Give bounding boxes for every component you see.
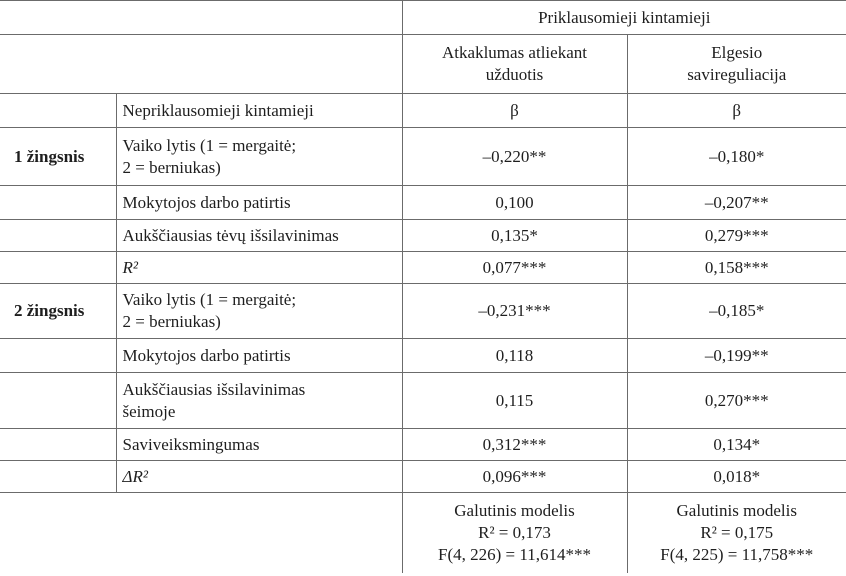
- variable-cell: Aukščiausias tėvų išsilavinimas: [116, 220, 402, 252]
- header-blank-cell: [0, 35, 402, 94]
- step-2-spacer: [0, 429, 116, 461]
- beta-value: 0,135*: [402, 220, 627, 252]
- beta-value: –0,231***: [402, 284, 627, 339]
- variable-cell: Saviveiksmingumas: [116, 429, 402, 461]
- step-2-spacer: [0, 461, 116, 493]
- independent-variables-header: Nepriklausomieji kintamieji: [116, 94, 402, 128]
- variable-cell: [116, 128, 402, 186]
- final-model-2-f: F(4, 225) = 11,758***: [660, 544, 814, 564]
- beta-value: 0,270***: [627, 373, 846, 429]
- variable-line2: 2 = berniukas): [122, 312, 221, 331]
- header-corner-cell: [0, 1, 402, 35]
- dependent-var-2-header: [627, 35, 846, 94]
- beta-value: –0,180*: [627, 128, 846, 186]
- final-model-1: [402, 493, 627, 573]
- delta-r-squared-label: ΔR²: [116, 461, 402, 493]
- beta-value: –0,220**: [402, 128, 627, 186]
- dependent-var-1-line2: užduotis: [485, 65, 544, 84]
- beta-value: 0,100: [402, 186, 627, 220]
- final-model-1-title: Galutinis modelis: [454, 500, 575, 520]
- dependent-variables-header: Priklausomieji kintamieji: [402, 1, 846, 35]
- final-model-2-title: Galutinis modelis: [676, 500, 797, 520]
- beta-value: 0,115: [402, 373, 627, 429]
- variable-cell: Mokytojos darbo patirtis: [116, 339, 402, 373]
- variable-line2: 2 = berniukas): [122, 157, 221, 177]
- variable-line1: Vaiko lytis (1 = mergaitė;: [122, 135, 297, 155]
- final-model-1-r2: R² = 0,173: [478, 522, 551, 542]
- variable-cell: Mokytojos darbo patirtis: [116, 186, 402, 220]
- beta-value: –0,199**: [627, 339, 846, 373]
- dependent-var-1-header: [402, 35, 627, 94]
- final-model-2: [627, 493, 846, 573]
- beta-value: 0,312***: [402, 429, 627, 461]
- beta-value: –0,207**: [627, 186, 846, 220]
- step-2-spacer: [0, 373, 116, 429]
- beta-header-1: β: [402, 94, 627, 128]
- beta-value: 0,279***: [627, 220, 846, 252]
- final-model-blank: [0, 493, 402, 573]
- beta-value: 0,118: [402, 339, 627, 373]
- step-1-spacer: [0, 186, 116, 220]
- variable-cell: [116, 373, 402, 429]
- variable-line1: Aukščiausias išsilavinimas: [122, 379, 306, 399]
- beta-value: 0,134*: [627, 429, 846, 461]
- step-1-label: 1 žingsnis: [0, 128, 116, 186]
- final-model-1-f: F(4, 226) = 11,614***: [438, 544, 591, 564]
- variable-cell: [116, 284, 402, 339]
- beta-header-2: β: [627, 94, 846, 128]
- dependent-var-2-line2: savireguliacija: [687, 65, 787, 84]
- step-column-header: [0, 94, 116, 128]
- beta-value: 0,158***: [627, 252, 846, 284]
- variable-line1: Vaiko lytis (1 = mergaitė;: [122, 290, 297, 309]
- beta-value: 0,018*: [627, 461, 846, 493]
- dependent-var-2-line1: Elgesio: [711, 43, 763, 62]
- variable-line2: šeimoje: [122, 401, 176, 421]
- step-1-spacer: [0, 252, 116, 284]
- r-squared-label: R²: [116, 252, 402, 284]
- beta-value: 0,077***: [402, 252, 627, 284]
- step-2-label: 2 žingsnis: [0, 284, 116, 339]
- beta-value: –0,185*: [627, 284, 846, 339]
- step-2-spacer: [0, 339, 116, 373]
- dependent-var-1-line1: Atkaklumas atliekant: [442, 43, 587, 62]
- step-1-spacer: [0, 220, 116, 252]
- final-model-2-r2: R² = 0,175: [700, 522, 774, 542]
- beta-value: 0,096***: [402, 461, 627, 493]
